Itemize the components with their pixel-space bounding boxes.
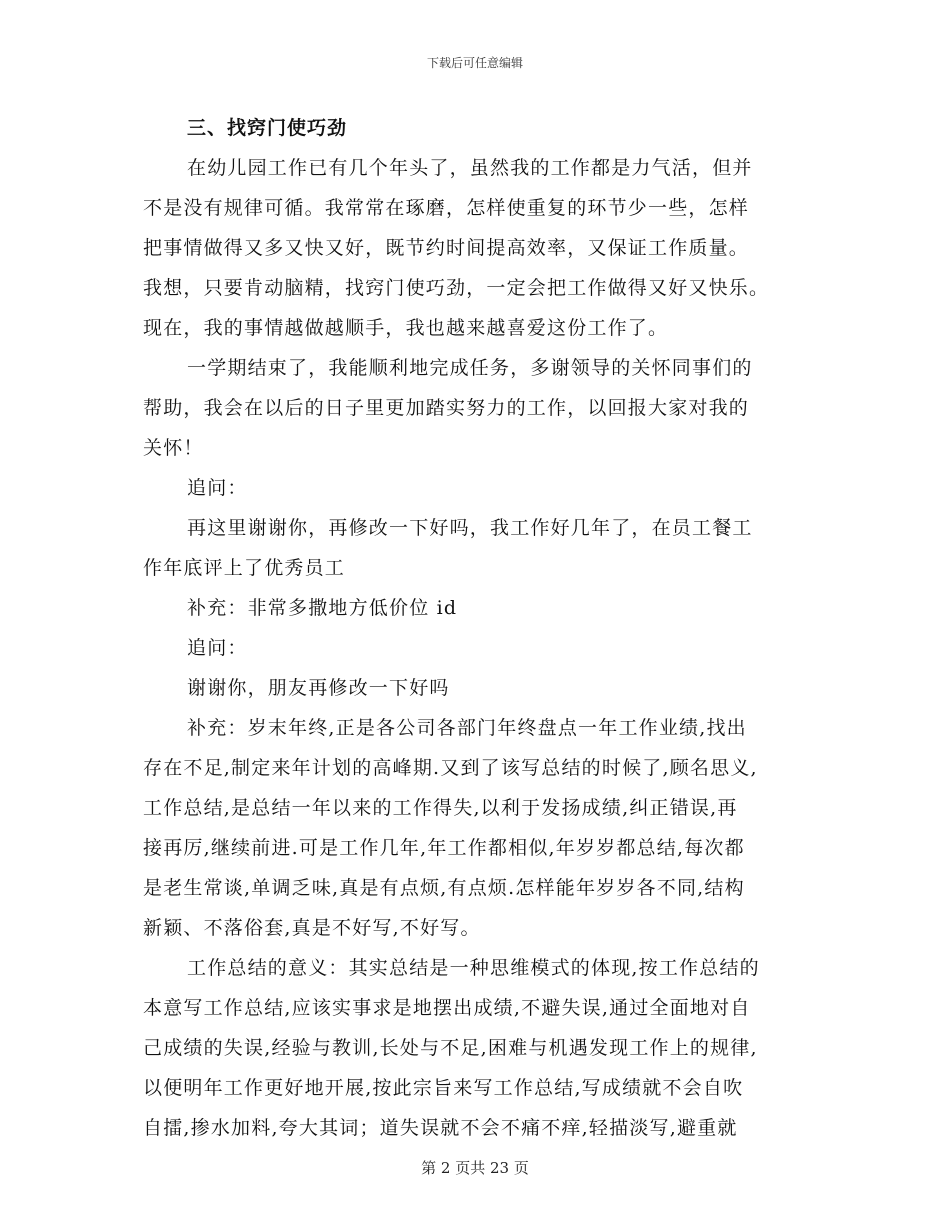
body-line: 不是没有规律可循。我常常在琢磨，怎样使重复的环节少一些，怎样: [143, 197, 750, 219]
body-line: 存在不足,制定来年计划的高峰期.又到了该写总结的时候了,顾名思义,: [143, 757, 758, 779]
body-line: 帮助，我会在以后的日子里更加踏实努力的工作，以回报大家对我的: [143, 397, 750, 419]
page-footer: 第 2 页共 23 页: [421, 1159, 529, 1177]
body-line: 己成绩的失误,经验与教训,长处与不足,困难与机遇发现工作上的规律,: [143, 1037, 758, 1059]
body-line: 把事情做得又多又快又好，既节约时间提高效率，又保证工作质量。: [143, 237, 750, 259]
document-body: [143, 108, 811, 1148]
body-line: 关怀！: [143, 437, 204, 459]
body-line: 现在，我的事情越做越顺手，我也越来越喜爱这份工作了。: [143, 317, 669, 339]
page-header: 下载后可任意编辑: [426, 56, 523, 70]
body-line: 追问：: [187, 477, 248, 499]
body-line: 接再厉,继续前进.可是工作几年,年工作都相似,年岁岁都总结,每次都: [143, 837, 745, 859]
body-line: 本意写工作总结,应该实事求是地摆出成绩,不避失误,通过全面地对自: [143, 997, 751, 1019]
body-line: 作年底评上了优秀员工: [143, 557, 346, 579]
body-line: 补充：岁末年终,正是各公司各部门年终盘点一年工作业绩,找出: [187, 717, 747, 739]
body-line: 补充：非常多撒地方低价位 id: [187, 597, 458, 619]
body-line: 追问：: [187, 637, 248, 659]
body-line: 工作总结的意义：其实总结是一种思维模式的体现,按工作总结的: [187, 957, 760, 979]
body-line: 是老生常谈,单调乏味,真是有点烦,有点烦.怎样能年岁岁各不同,结构: [143, 877, 745, 899]
body-line: 自擂,掺水加料,夸大其词；道失误就不会不痛不痒,轻描淡写,避重就: [143, 1117, 738, 1139]
body-line: 再这里谢谢你，再修改一下好吗，我工作好几年了，在员工餐工: [187, 517, 753, 539]
body-line: 以便明年工作更好地开展,按此宗旨来写工作总结,写成绩就不会自吹: [143, 1077, 744, 1099]
body-line: 在幼儿园工作已有几个年头了，虽然我的工作都是力气活，但并: [187, 157, 753, 179]
body-line: 工作总结,是总结一年以来的工作得失,以利于发扬成绩,纠正错误,再: [143, 797, 738, 819]
body-line: 我想，只要肯动脑精，找窍门使巧劲，一定会把工作做得又好又快乐。: [143, 277, 770, 299]
body-line: 谢谢你，朋友再修改一下好吗: [187, 677, 450, 699]
body-line: 一学期结束了，我能顺利地完成任务，多谢领导的关怀同事们的: [187, 357, 753, 379]
section-heading: 三、找窍门使巧劲: [187, 117, 348, 139]
body-line: 新颖、不落俗套,真是不好写,不好写。: [143, 917, 481, 939]
